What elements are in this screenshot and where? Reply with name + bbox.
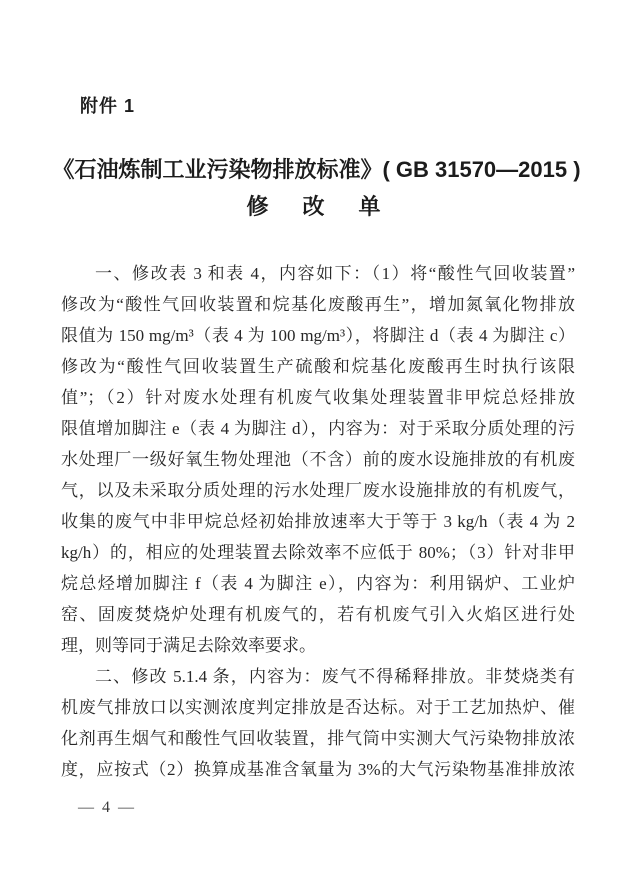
body-text-line: 限值增加脚注 e（表 4 为脚注 d），内容为：对于采取分质处理的污 (61, 419, 575, 438)
body-text-line: 度，应按式（2）换算成基准含氧量为 3%的大气污染物基准排放浓 (61, 760, 575, 779)
body-text-line: 水处理厂一级好氧生物处理池（不含）前的废水设施排放的有机废 (61, 450, 575, 469)
body-text-line: 二、修改 5.1.4 条，内容为：废气不得稀释排放。非焚烧类有 (95, 667, 575, 686)
document-title-line1: 《石油炼制工业污染物排放标准》( GB 31570—2015 ) (52, 157, 581, 182)
body-text-line: 理，则等同于满足去除效率要求。 (61, 636, 316, 655)
body-text-line: 气，以及未采取分质处理的污水处理厂废水设施排放的有机废气， (61, 481, 575, 500)
attachment-label: 附件 1 (80, 96, 136, 116)
body-text-line: 一、修改表 3 和表 4，内容如下：（1）将“酸性气回收装置” (95, 264, 575, 283)
body-text-line: 化剂再生烟气和酸性气回收装置，排气筒中实测大气污染物排放浓 (61, 729, 575, 748)
document-title-line2: 修 改 单 (246, 194, 387, 219)
document-title (0, 153, 633, 224)
body-text-line: 修改为“酸性气回收装置和烷基化废酸再生”，增加氮氧化物排放 (61, 295, 575, 314)
body-text-line: 窑、固废焚烧炉处理有机废气的，若有机废气引入火焰区进行处 (61, 605, 575, 624)
body-text-line: 机废气排放口以实测浓度判定排放是否达标。对于工艺加热炉、催 (61, 698, 575, 717)
body-text-line: 烷总烃增加脚注 f（表 4 为脚注 e），内容为：利用锅炉、工业炉 (61, 574, 575, 593)
document-body-text (61, 258, 575, 785)
body-text-line: 限值为 150 mg/m³（表 4 为 100 mg/m³），将脚注 d（表 4 为脚注 c） (61, 326, 575, 345)
body-text-line: 收集的废气中非甲烷总烃初始排放速率大于等于 3 kg/h（表 4 为 2 (61, 512, 575, 531)
body-text-line: 值”；（2）针对废水处理有机废气收集处理装置非甲烷总烃排放 (61, 388, 575, 407)
body-text-line: kg/h）的，相应的处理装置去除效率不应低于 80%；（3）针对非甲 (61, 543, 575, 562)
page-number: — 4 — (78, 799, 136, 816)
body-text-line: 修改为“酸性气回收装置生产硫酸和烷基化废酸再生时执行该限 (61, 357, 575, 376)
